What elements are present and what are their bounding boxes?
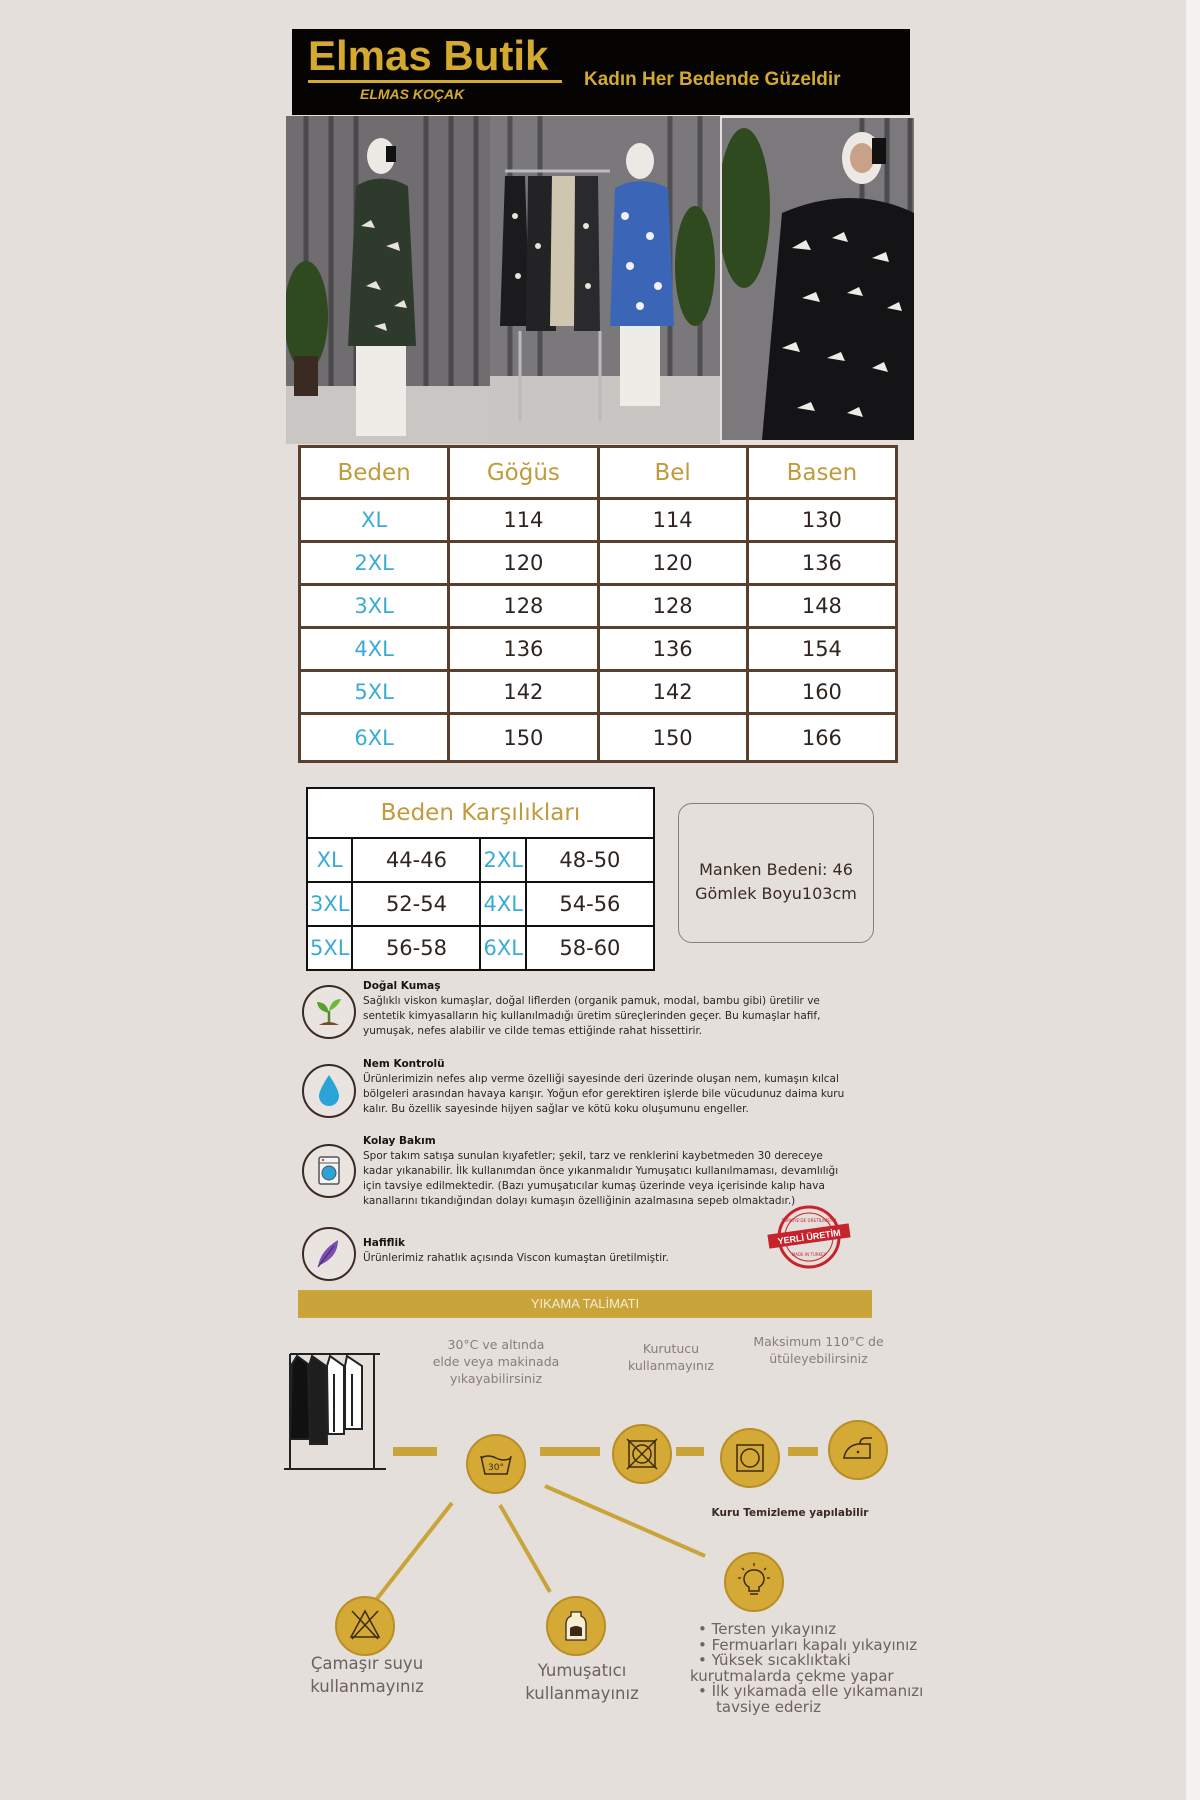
- feature-line: Sağlıklı viskon kumaşlar, doğal liflerden (organik pamuk, modal, bambu gibi) üretilir ve: [363, 995, 820, 1007]
- size-cell: 4XL: [480, 882, 525, 926]
- label-line: kullanmayınız: [310, 1677, 424, 1696]
- header-basen: Basen: [747, 447, 896, 499]
- brand-header: [292, 29, 910, 115]
- stamp-main-text: YERLİ ÜRETİM: [776, 1227, 842, 1247]
- waist-cell: 128: [598, 585, 747, 628]
- hip-cell: 166: [747, 714, 896, 762]
- brand-underline: [308, 80, 562, 83]
- no-bleach-icon: [335, 1596, 395, 1656]
- size-equivalents-table: [306, 787, 655, 971]
- product-photo-green: [286, 116, 490, 444]
- size-table-header: [300, 447, 897, 499]
- water-drop-icon: [302, 1064, 356, 1118]
- feature-description: [363, 1072, 883, 1117]
- iron-temp-label: [746, 1333, 891, 1367]
- feature-line: için tavsiye edilmektedir. (Bazı yumuşatıcılar kumaş üzerinde veya içerisinde kalıp hava: [363, 1180, 825, 1192]
- right-edge-strip: [1186, 0, 1200, 1800]
- dry-clean-icon: [720, 1428, 780, 1488]
- equivalent-cell: 58-60: [526, 926, 654, 970]
- feature-title: Nem Kontrolü: [363, 1058, 445, 1070]
- size-table: [298, 445, 898, 763]
- table-row: [300, 714, 897, 762]
- size-cell: XL: [300, 499, 449, 542]
- header-gogus: Göğüs: [449, 447, 598, 499]
- feature-description: [363, 994, 883, 1039]
- feature-line: sentetik kimyasalların hiç kullanılmadığı üretim süreçlerinden geçer. Bu kumaşlar hafif,: [363, 1010, 821, 1022]
- header-bel: Bel: [598, 447, 747, 499]
- waist-cell: 114: [598, 499, 747, 542]
- connector-dash: [393, 1447, 437, 1456]
- product-photo-rack: [490, 116, 720, 444]
- hip-cell: 148: [747, 585, 896, 628]
- wash-instructions-banner: YIKAMA TALİMATI: [298, 1290, 872, 1318]
- waist-cell: 120: [598, 542, 747, 585]
- feature-line: bölgeleri arasından havaya karışır. Yoğun efor gerektiren işlerde bile vücudunuz daima kuru: [363, 1088, 845, 1100]
- feature-description: [363, 1149, 883, 1209]
- feature-line: kadar yıkanabilir. İlk kullanımdan önce yıkanmalıdır Yumuşatıcı kullanılmaması, devamlılığı: [363, 1165, 839, 1177]
- equivalent-cell: 44-46: [352, 838, 480, 882]
- size-cell: 2XL: [480, 838, 525, 882]
- table-row: [307, 882, 654, 926]
- equivalent-cell: 48-50: [526, 838, 654, 882]
- plant-icon: [302, 985, 356, 1039]
- label-line: elde veya makinada: [432, 1354, 560, 1369]
- list-item: kurutmalarda çekme yapar: [690, 1666, 894, 1685]
- table-row: [300, 585, 897, 628]
- no-bleach-label: [287, 1652, 447, 1698]
- feature-line: Ürünlerimizin nefes alıp verme özelliği sayesinde deri üzerinde oluşan nem, kumaşın kılcal: [363, 1073, 839, 1085]
- dry-clean-label: Kuru Temizleme yapılabilir: [711, 1507, 869, 1519]
- chest-cell: 114: [449, 499, 598, 542]
- no-tumble-dry-icon: [612, 1424, 672, 1484]
- size-cell: 6XL: [300, 714, 449, 762]
- stamp-top-text: TÜRKİYE'DE ÜRETİLMİŞTİR: [781, 1218, 837, 1223]
- chest-cell: 142: [449, 671, 598, 714]
- label-line: Maksimum 110°C de: [753, 1334, 884, 1349]
- tips-lightbulb-icon: [724, 1552, 784, 1612]
- equivalent-cell: 54-56: [526, 882, 654, 926]
- feature-line: Spor takım satışa sunulan kıyafetler; şekil, tarz ve renklerini kaybetmeden 30 dereceye: [363, 1150, 823, 1162]
- wash-30-label: [416, 1336, 576, 1387]
- wash-temperature: 30°: [488, 1463, 504, 1473]
- table-row: [300, 499, 897, 542]
- feature-line: kalır. Bu özellik sayesinde hijyen sağlar ve kötü koku oluşumunu engeller.: [363, 1103, 749, 1115]
- size-cell: 2XL: [300, 542, 449, 585]
- waist-cell: 150: [598, 714, 747, 762]
- brand-name: Elmas Butik: [308, 32, 549, 79]
- shirt-length-text: Gömlek Boyu103cm: [695, 884, 857, 903]
- feature-title: Doğal Kumaş: [363, 980, 441, 992]
- stamp-bottom-text: MADE IN TURKEY: [791, 1252, 827, 1257]
- hip-cell: 154: [747, 628, 896, 671]
- connector-dash: [540, 1447, 600, 1456]
- no-softener-label: [502, 1659, 662, 1705]
- table-row: [300, 671, 897, 714]
- feature-line: Ürünlerimiz rahatlık açısında Viscon kumaştan üretilmiştir.: [363, 1252, 669, 1264]
- feather-icon: [302, 1227, 356, 1281]
- equivalent-cell: 52-54: [352, 882, 480, 926]
- feature-title: Kolay Bakım: [363, 1135, 436, 1147]
- feature-line: kanallarını tıkandığından dolayı kumaşın özelliğinin azalmasına sepeb olmaktadır.): [363, 1195, 796, 1207]
- table-row: [307, 926, 654, 970]
- iron-icon: [828, 1420, 888, 1480]
- list-item: • Tersten yıkayınız: [698, 1620, 837, 1638]
- label-line: kullanmayınız: [525, 1684, 639, 1703]
- size-cell: XL: [307, 838, 352, 882]
- header-beden: Beden: [300, 447, 449, 499]
- size-cell: 3XL: [300, 585, 449, 628]
- size-cell: 3XL: [307, 882, 352, 926]
- label-line: 30°C ve altında: [447, 1337, 545, 1352]
- table-row: [300, 628, 897, 671]
- wash-tips-list: [690, 1622, 950, 1715]
- label-line: Yumuşatıcı: [537, 1661, 627, 1680]
- brand-owner: ELMAS KOÇAK: [360, 86, 465, 102]
- hip-cell: 130: [747, 499, 896, 542]
- hip-cell: 160: [747, 671, 896, 714]
- hip-cell: 136: [747, 542, 896, 585]
- size-cell: 5XL: [307, 926, 352, 970]
- waist-cell: 142: [598, 671, 747, 714]
- brand-slogan: Kadın Her Bedende Güzeldir: [584, 69, 841, 90]
- clothes-rack-icon: [282, 1344, 388, 1474]
- product-photo-black: [722, 118, 914, 440]
- label-line: Kurutucu: [642, 1341, 700, 1356]
- feature-title: Hafiflik: [363, 1237, 406, 1249]
- label-line: yıkayabilirsiniz: [449, 1371, 543, 1386]
- model-size-text: Manken Bedeni: 46: [699, 860, 853, 879]
- feature-line: yumuşak, nefes alabilir ve cilde temas ettiğinde rahat hissettirir.: [363, 1025, 703, 1037]
- chest-cell: 128: [449, 585, 598, 628]
- list-item: tavsiye ederiz: [716, 1697, 821, 1716]
- washing-machine-icon: [302, 1144, 356, 1198]
- wash-30-icon: [466, 1434, 526, 1494]
- waist-cell: 136: [598, 628, 747, 671]
- table-row: [300, 542, 897, 585]
- size-cell: 5XL: [300, 671, 449, 714]
- no-dryer-label: [606, 1340, 736, 1374]
- local-production-stamp: [766, 1204, 852, 1270]
- no-softener-icon: [546, 1596, 606, 1656]
- list-item: • Yüksek sıcaklıktaki: [698, 1651, 851, 1669]
- list-item: • İlk yıkamada elle yıkamanızı: [698, 1682, 924, 1700]
- equivalents-title: Beden Karşılıkları: [307, 788, 654, 838]
- chest-cell: 120: [449, 542, 598, 585]
- list-item: • Fermuarları kapalı yıkayınız: [698, 1635, 918, 1654]
- size-cell: 4XL: [300, 628, 449, 671]
- model-info-box: [678, 803, 874, 943]
- connector-dash: [788, 1447, 818, 1456]
- connector-dash: [676, 1447, 704, 1456]
- size-cell: 6XL: [480, 926, 525, 970]
- equivalent-cell: 56-58: [352, 926, 480, 970]
- label-line: ütüleyebilirsiniz: [769, 1351, 868, 1366]
- table-row: [307, 838, 654, 882]
- label-line: kullanmayınız: [628, 1358, 714, 1373]
- chest-cell: 136: [449, 628, 598, 671]
- chest-cell: 150: [449, 714, 598, 762]
- label-line: Çamaşır suyu: [310, 1654, 424, 1673]
